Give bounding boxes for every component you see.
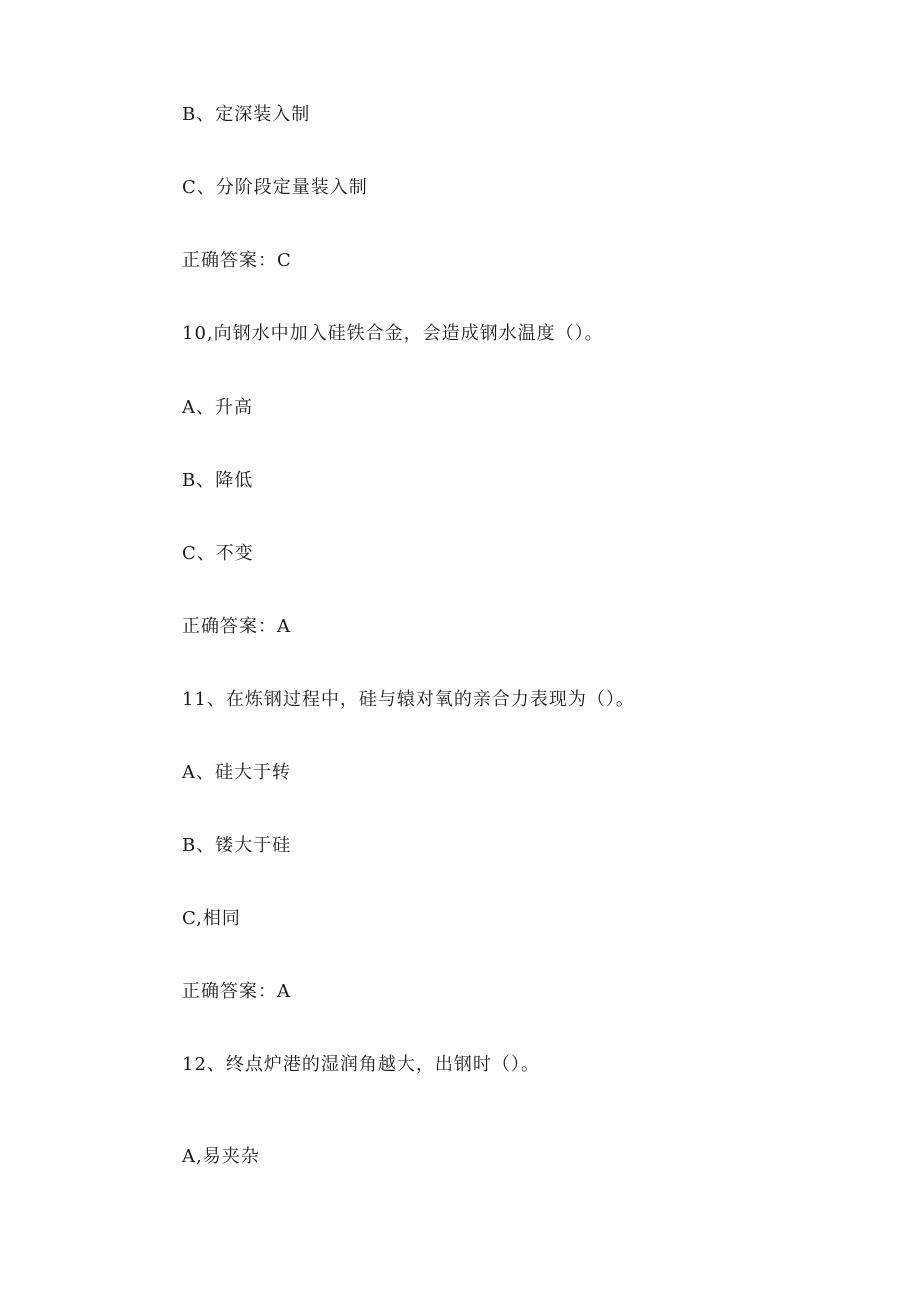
option-b-q9: B、定深装入制 [182, 104, 311, 125]
option-c-q9: C、分阶段定量装入制 [182, 177, 368, 198]
question-11: 11、在炼钢过程中，硅与辕对氧的亲合力表现为（）。 [182, 689, 635, 710]
option-a-q11: A、硅大于转 [182, 762, 291, 783]
question-12: 12、终点炉港的湿润角越大，出钢时（）。 [182, 1054, 540, 1075]
option-c-q10: C、不变 [182, 543, 254, 564]
option-b-q11: B、镂大于硅 [182, 835, 292, 856]
answer-q11: 正确答案：A [182, 981, 291, 1002]
option-a-q10: A、升高 [182, 397, 253, 418]
option-b-q10: B、降低 [182, 470, 254, 491]
answer-q9: 正确答案：C [182, 250, 292, 271]
option-c-q11: C,相同 [182, 908, 241, 929]
question-10: 10,向钢水中加入硅铁合金，会造成钢水温度（）。 [182, 323, 604, 344]
option-a-q12: A,易夹杂 [182, 1146, 260, 1167]
answer-q10: 正确答案：A [182, 616, 291, 637]
